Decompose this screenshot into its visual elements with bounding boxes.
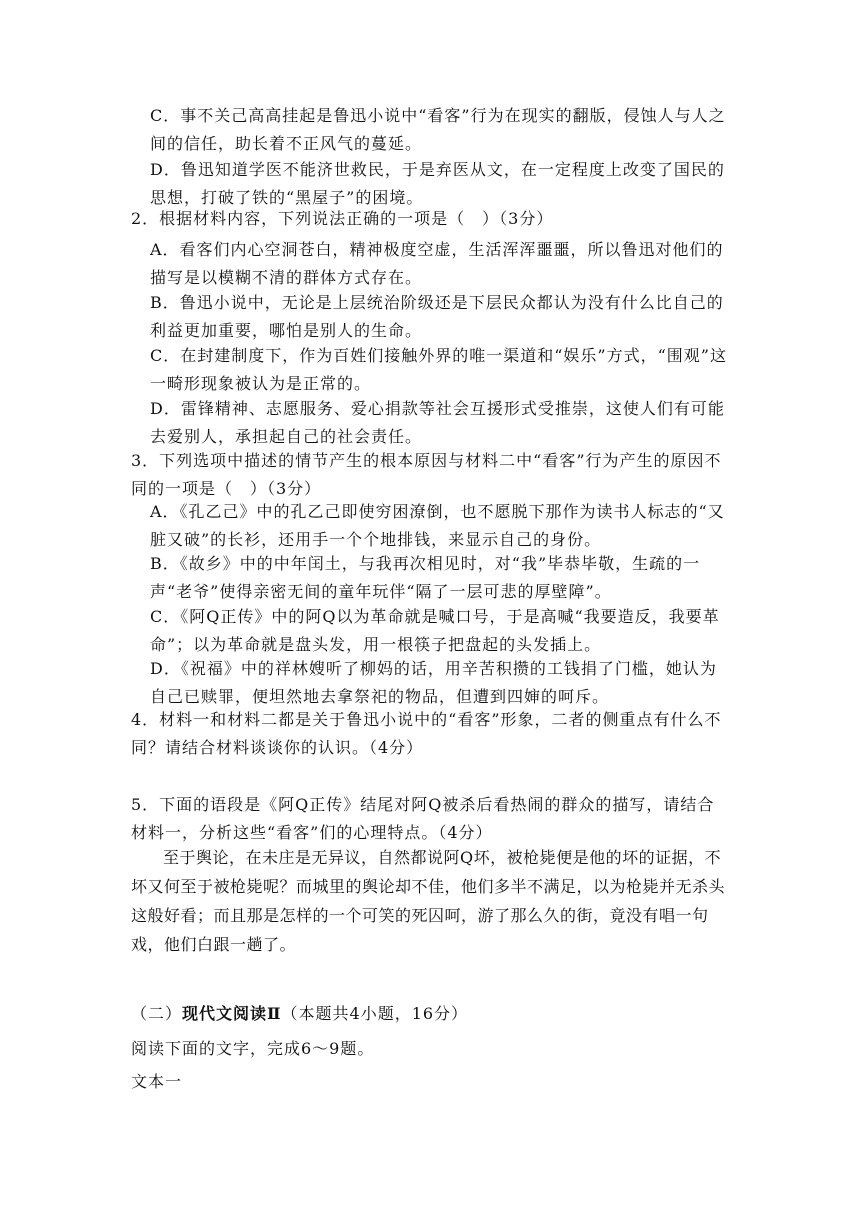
q2-option-b: B．鲁迅小说中，无论是上层统治阶级还是下层民众都认为没有什么比自己的利益更加重要，哪怕是别人的生命。 <box>150 293 724 340</box>
q5-stem: 5．下面的语段是《阿Q正传》结尾对阿Q被杀后看热闹的群众的描写，请结合材料一，分析这些“看客”们的心理特点。（4分） <box>131 795 715 842</box>
q3-option-c: C．《阿Q正传》中的阿Q以为革命就是喊口号，于是高喊“我要造反，我要革命”；以为革命就是盘头发，用一根筷子把盘起的头发插上。 <box>150 607 720 654</box>
section-instruction: 阅读下面的文字，完成6～9题。 <box>131 1039 375 1058</box>
q3-stem: 3．下列选项中描述的情节产生的根本原因与材料二中“看客”行为产生的原因不同的一项是（ ）（3分） <box>131 451 722 498</box>
section-prefix: （二） <box>131 1004 183 1023</box>
q2-stem: 2．根据材料内容，下列说法正确的一项是（ ）（3分） <box>131 209 554 228</box>
q3-option-b: B．《故乡》中的中年闰土，与我再次相见时，对“我”毕恭毕敬，生疏的一声“老爷”使得亲密无间的童年玩伴“隔了一层可悲的厚壁障”。 <box>150 554 701 601</box>
q1-option-d: D．鲁迅知道学医不能济世救民，于是弃医从文，在一定程度上改变了国民的思想，打破了铁的“黑屋子”的困境。 <box>150 160 725 207</box>
q3-option-a: A．《孔乙己》中的孔乙己即使穷困潦倒，也不愿脱下那作为读书人标志的“又脏又破”的长衫，还用手一个个地排钱，来显示自己的身份。 <box>150 502 725 549</box>
section-title: 现代文阅读Ⅱ <box>182 1004 282 1023</box>
q2-option-c: C．在封建制度下，作为百姓们接触外界的唯一渠道和“娱乐”方式，“围观”这一畸形现象被认为是正常的。 <box>150 346 727 393</box>
q3-option-d: D．《祝福》中的祥林嫂听了柳妈的话，用辛苦积攒的工钱捐了门槛，她认为自己已赎罪，便坦然地去拿祭祀的物品，但遭到四婶的呵斥。 <box>150 659 717 706</box>
section-heading <box>131 1000 731 1028</box>
section-note: （本题共4小题，16分） <box>281 1004 469 1023</box>
q1-option-c: C．事不关己高高挂起是鲁迅小说中“看客”行为在现实的翻版，侵蚀人与人之间的信任，助长着不正风气的蔓延。 <box>150 106 726 153</box>
q5-quote-passage: 至于舆论，在未庄是无异议，自然都说阿Q坏，被枪毙便是他的坏的证据，不坏又何至于被枪毙呢？而城里的舆论却不佳，他们多半不满足，以为枪毙并无杀头这般好看；而且那是怎样的一个可笑的死囚呵，游了那么久的街，竟没有唱一句戏，他们白跟一趟了。 <box>131 848 726 954</box>
q4-stem: 4．材料一和材料二都是关于鲁迅小说中的“看客”形象，二者的侧重点有什么不同？请结合材料谈谈你的认识。（4分） <box>131 710 722 757</box>
text-one-label: 文本一 <box>131 1072 183 1091</box>
q2-option-a: A．看客们内心空洞苍白，精神极度空虚，生活浑浑噩噩，所以鲁迅对他们的描写是以模糊不清的群体方式存在。 <box>150 240 724 287</box>
q2-option-d: D．雷锋精神、志愿服务、爱心捐款等社会互援形式受推崇，这使人们有可能去爱别人，承担起自己的社会责任。 <box>150 399 725 446</box>
